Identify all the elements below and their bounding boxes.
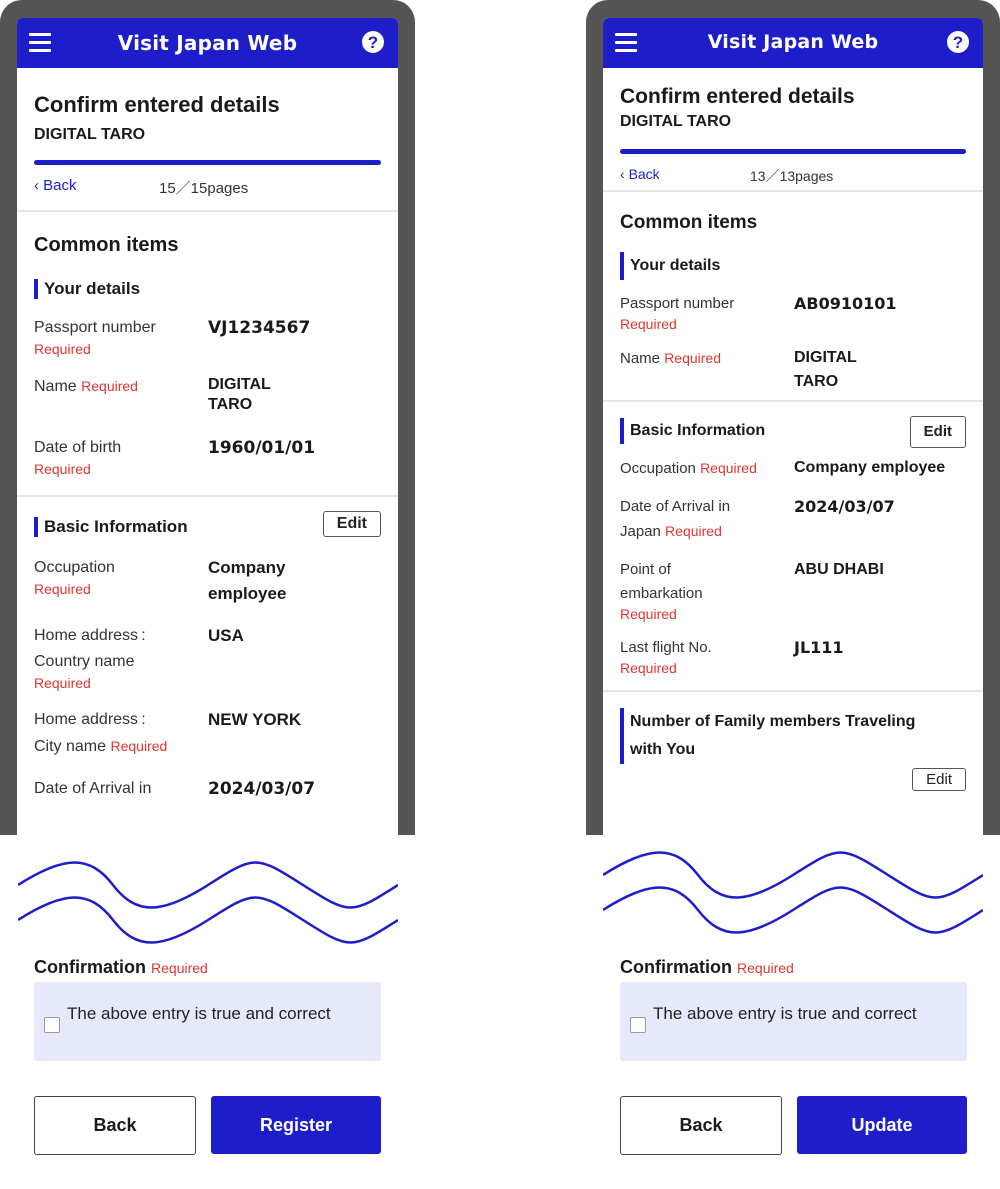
basic-info-title-text: Basic Information (44, 517, 188, 536)
home-city-label-line-2 (34, 733, 381, 760)
page-nav (620, 160, 966, 190)
left-screen (17, 18, 398, 835)
name-value (208, 375, 271, 415)
page-title: Confirm entered details (620, 85, 855, 108)
content (17, 517, 398, 802)
passport-label: Passport number (620, 295, 735, 312)
dob-label: Date of birth (34, 439, 122, 456)
required-tag: Required (620, 660, 677, 676)
arrival-label-line-1: Date of Arrival in (620, 498, 731, 515)
required-tag: Required (151, 960, 208, 976)
left-phone-frame (0, 0, 415, 835)
required-tag: Required (665, 523, 722, 539)
page-nav (34, 171, 381, 201)
back-button[interactable]: Back (620, 1096, 782, 1155)
arrival-value: 2024/03/07 (794, 497, 895, 516)
user-name: DIGITAL TARO (34, 126, 146, 143)
basic-info-title-text: Basic Information (630, 422, 766, 439)
app-title: Visit Japan Web (707, 31, 879, 53)
your-details-title: Your details (34, 279, 381, 299)
back-link[interactable]: ‹ Back (620, 166, 660, 182)
embarkation-label-line-2: embarkation (620, 585, 703, 602)
flight-label: Last flight No. (620, 639, 712, 656)
family-title-line-1: Number of Family members Traveling (630, 713, 916, 730)
update-button[interactable]: Update (797, 1096, 967, 1154)
user-name: DIGITAL TARO (620, 113, 732, 130)
occupation-label: Occupation (34, 559, 115, 576)
passport-value: VJ1234567 (208, 318, 311, 338)
dob-row (34, 435, 381, 477)
name-row (34, 373, 381, 423)
confirmation-text: The above entry is true and correct (67, 1004, 331, 1023)
passport-row (620, 292, 966, 332)
basic-info-title (34, 517, 381, 537)
flight-value: JL111 (794, 638, 844, 657)
page-counter: 13／13pages (750, 168, 834, 184)
confirmation-checkbox[interactable] (44, 1017, 60, 1033)
name-value-line-2: TARO (794, 373, 839, 390)
home-city-row (34, 707, 381, 760)
page-title: Confirm entered details (34, 92, 280, 117)
home-city-value: NEW YORK (208, 710, 302, 729)
name-label-text: Name (34, 378, 77, 395)
occupation-value (208, 555, 286, 607)
section-title: Common items (34, 234, 179, 256)
confirmation-text: The above entry is true and correct (653, 1004, 917, 1023)
confirmation-label-text: Confirmation (34, 957, 146, 977)
name-value-line-1: DIGITAL (794, 349, 857, 366)
edit-family-button[interactable]: Edit (912, 768, 966, 791)
back-link[interactable]: ‹ Back (34, 177, 77, 194)
confirmation-label-text: Confirmation (620, 957, 732, 977)
name-label (620, 346, 966, 371)
progress-bar (34, 160, 381, 165)
required-tag: Required (110, 738, 168, 754)
passport-value: AB0910101 (794, 294, 897, 313)
confirmation-checkbox[interactable] (630, 1017, 646, 1033)
right-screen (603, 18, 983, 835)
occupation-row (620, 456, 966, 481)
home-country-label-line-1: Home address : (34, 627, 146, 644)
arrival-label-line-2 (620, 519, 966, 544)
home-country-value: USA (208, 626, 244, 645)
embarkation-row (620, 558, 966, 622)
required-tag: Required (664, 350, 722, 366)
progress-bar (620, 149, 966, 154)
confirmation-label (620, 957, 794, 978)
flight-row (620, 636, 966, 676)
home-city-label-text: City name (34, 738, 107, 755)
arrival-label-text: Japan (620, 523, 661, 540)
content (603, 212, 983, 396)
home-country-row (34, 623, 381, 691)
occupation-label-text: Occupation (620, 460, 696, 477)
edit-basic-info-button[interactable]: Edit (323, 511, 381, 537)
occupation-value: Company employee (794, 459, 946, 476)
divider (17, 210, 398, 212)
occupation-value-line-2: employee (208, 584, 287, 603)
occupation-row (34, 555, 381, 607)
content (603, 708, 983, 794)
help-icon[interactable]: ? (362, 31, 384, 53)
required-tag: Required (34, 461, 91, 477)
app-bar (17, 18, 398, 68)
help-icon[interactable]: ? (947, 31, 969, 53)
required-tag: Required (34, 341, 91, 357)
required-tag: Required (620, 606, 677, 622)
your-details-title: Your details (620, 252, 966, 280)
divider (603, 690, 983, 692)
divider (17, 495, 398, 497)
required-tag: Required (700, 460, 757, 476)
passport-label: Passport number (34, 319, 156, 336)
basic-info-title (620, 418, 966, 444)
edit-basic-info-button[interactable]: Edit (910, 416, 966, 448)
left-wave-break (18, 860, 398, 950)
required-tag: Required (34, 581, 91, 597)
required-tag: Required (81, 378, 138, 394)
name-label-text: Name (620, 350, 661, 367)
divider (603, 400, 983, 402)
register-button[interactable]: Register (211, 1096, 381, 1154)
page-counter: 15／15pages (159, 180, 249, 197)
occupation-value-line-1: Company (208, 558, 286, 577)
family-title (620, 708, 966, 764)
family-edit-row (620, 764, 966, 794)
section-title: Common items (620, 212, 758, 233)
right-wave-break (603, 850, 983, 940)
name-value (794, 346, 857, 394)
confirmation-box (620, 982, 967, 1061)
arrival-value: 2024/03/07 (208, 779, 316, 799)
right-phone-frame (586, 0, 1000, 835)
page-header (603, 85, 983, 190)
back-link-label: Back (628, 166, 660, 182)
embarkation-value: ABU DHABI (794, 561, 884, 578)
app-bar (603, 18, 983, 68)
content (603, 418, 983, 676)
required-tag: Required (620, 316, 677, 332)
home-country-label-line-2: Country name (34, 653, 135, 670)
confirmation-box (34, 982, 381, 1061)
family-title-line-2: with You (630, 741, 696, 758)
arrival-label: Date of Arrival in (34, 780, 152, 797)
page-header (17, 92, 398, 201)
required-tag: Required (737, 960, 794, 976)
app-title: Visit Japan Web (117, 31, 298, 55)
back-button[interactable]: Back (34, 1096, 196, 1155)
divider (603, 190, 983, 192)
content (17, 234, 398, 477)
name-row (620, 346, 966, 396)
embarkation-label-line-1: Point of (620, 561, 671, 578)
home-city-label-line-1: Home address : (34, 711, 146, 728)
dob-value: 1960/01/01 (208, 438, 316, 458)
back-link-label: Back (43, 177, 77, 194)
confirmation-label (34, 957, 208, 978)
name-value-line-2: TARO (208, 396, 253, 413)
arrival-row (620, 495, 966, 544)
name-value-line-1: DIGITAL (208, 376, 271, 393)
arrival-row-cut (34, 776, 381, 802)
passport-row (34, 315, 381, 357)
required-tag: Required (34, 675, 91, 691)
